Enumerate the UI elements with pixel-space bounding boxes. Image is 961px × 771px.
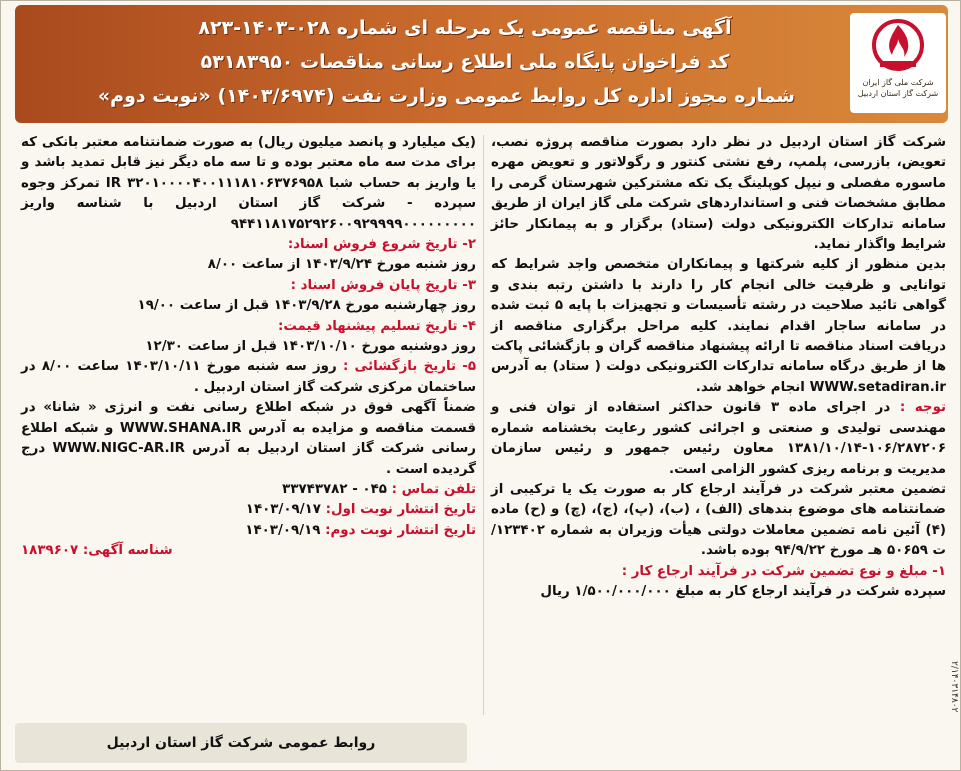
item5-paragraph xyxy=(21,357,476,398)
conditions-paragraph xyxy=(491,255,946,398)
nigc-text: و شبکه اطلاع رسانی شرکت گاز استان اردبیل به آدرس xyxy=(21,420,476,457)
right-column xyxy=(491,133,946,602)
logo-text: شرکت ملی گاز ایران شرکت گاز استان اردبیل xyxy=(857,78,939,98)
note-text: در اجرای ماده ۳ قانون حداکثر استفاده از توان فنی و مهندسی تولیدی و صنعتی و اجرائی کشور رعایت بخشنامه شماره ۱۰۶/۲۸۷۲۰۶-۱۳۸۱/۱۰/۱۴ معاون رئیس جمهور و رئیس سازمان مدیریت و برنامه ریزی کشور الزامی است. xyxy=(491,400,946,477)
intro-text: بصورت مناقصه پروژه نصب، تعویض، بازرسی، پلمپ، رفع نشتی کنتور و رگولاتور و تعویض مهره ماسوره مفصلی و نیپل کوپلینگ یک تکه مشترکین شهرستان گرمی را مطابق مشخصات فنی و استانداردهای شرکت ملی گاز ایران از طریق سامانه تدارکات الکترونیکی دولت (ستاد) برگزار و به پیمانکار حائز شرایط واگذار نماید. xyxy=(491,135,946,253)
item3-label: ۳- تاریخ پایان فروش اسناد : xyxy=(290,277,476,293)
pub1-label: تاریخ انتشار نوبت اول: xyxy=(325,502,476,518)
publication-end: درج گردیده است . xyxy=(21,441,476,477)
publication-paragraph xyxy=(21,398,476,480)
header-call-code: کد فراخوان پایگاه ملی اطلاع رسانی مناقصات ۵۳۱۸۳۹۵۰ xyxy=(200,51,730,73)
item4-label: ۴- تاریخ تسلیم پیشنهاد قیمت: xyxy=(278,318,476,334)
setad-url[interactable]: WWW.setadiran.ir xyxy=(809,379,946,395)
company-logo xyxy=(850,13,946,113)
note-label: توجه : xyxy=(899,400,946,416)
pub1-date: ۱۴۰۳/۰۹/۱۷ xyxy=(245,502,321,518)
item2-text: روز شنبه مورخ ۱۴۰۳/۹/۲۴ از ساعت ۸/۰۰ xyxy=(207,257,476,273)
gas-flame-icon xyxy=(868,17,928,75)
item4-text: روز دوشنبه مورخ ۱۴۰۳/۱۰/۱۰ قبل از ساعت ۱۲/۳۰ xyxy=(145,339,476,355)
note-paragraph xyxy=(491,398,946,480)
side-id: ۲/۱۴۰۳۱۴۸۰۲ xyxy=(949,661,959,713)
shana-url[interactable]: WWW.SHANA.IR xyxy=(119,420,242,436)
conditions-end: انجام خواهد شد. xyxy=(695,379,805,395)
header-permit: شماره مجوز اداره کل روابط عمومی وزارت نفت (۱۴۰۳/۶۹۷۴) «نوبت دوم» xyxy=(97,85,795,107)
ad-id-label: شناسه آگهی: xyxy=(82,543,173,559)
nigc-url[interactable]: WWW.NIGC-AR.IR xyxy=(52,441,185,457)
pub2-label: تاریخ انتشار نوبت دوم: xyxy=(325,522,476,538)
left-column xyxy=(21,133,476,562)
footer-public-relations: روابط عمومی شرکت گاز استان اردبیل xyxy=(15,723,467,763)
ad-id-line xyxy=(21,541,476,561)
item2-label: ۲- تاریخ شروع فروش اسناد: xyxy=(287,237,476,253)
item1-label: ۱- مبلغ و نوع تضمین شرکت در فرآیند ارجاع کار : xyxy=(621,563,946,579)
guarantee-paragraph: تضمین معتبر شرکت در فرآیند ارجاع کار به صورت یک یا ترکیبی از ضمانتنامه های موضوع بندهای (الف) ، (ب)، (پ)، (ج)، (چ) و (ح) ماده (۴) آئین نامه تضمین معاملات دولتی هیأت وزیران به شماره ۱۲۳۴۰۲/ت ۵۰۶۵۹ هـ مورخ ۹۴/۹/۲۲ بوده باشد. xyxy=(491,481,946,559)
conditions-text: بدین منظور از کلیه شرکتها و پیمانکاران متخصص واجد شرایط که توانایی و ظرفیت خالی انجام کار را دارند با داشتن رتبه بندی و گواهی تائید صلاحیت در رشته تأسیسات و تجهیزات با پایه ۵ ثبت شده در سامانه ساجار اقدام نمایند. کلیه مراحل برگزاری مناقصه از دریافت اسناد مناقصه تا ارائه پیشنهاد مناقصه گران و بازگشائی پاکت ها از طریق درگاه سامانه تدارکات الکترونیکی دولت ( ستاد) به آدرس xyxy=(491,257,946,375)
pub1-line xyxy=(21,500,476,520)
item1-continuation: (یک میلیارد و پانصد میلیون ریال) به صورت ضمانتنامه معتبر بانکی که برای مدت سه ماه معتبر بوده و تا سه ماه دیگر نیز قابل تمدید باشد و یا واریز به حساب شبا IR ۳۲۰۱۰۰۰۰۴۰۰۱۱۱۸۱۰۶۳۷۶۹۵۸ تمرکز وجوه سپرده - شرکت گاز استان اردبیل با شناسه واریز ۹۴۴۱۱۸۱۷۵۲۹۲۶۰۰۹۲۹۹۹۹۰۰۰۰۰۰۰۰۰ xyxy=(21,135,476,232)
item3-text: روز چهارشنبه مورخ ۱۴۰۳/۹/۲۸ قبل از ساعت ۱۹/۰۰ xyxy=(137,298,476,314)
phone-number: ۰۴۵ - ۳۳۷۴۳۷۸۲ xyxy=(282,481,387,497)
pub2-line xyxy=(21,521,476,541)
header-lines xyxy=(97,11,795,113)
item5-label: ۵- تاریخ بازگشائی : xyxy=(342,359,477,375)
column-divider xyxy=(483,135,484,715)
phone-line xyxy=(21,480,476,500)
phone-label: تلفن تماس : xyxy=(391,481,476,497)
ad-id: ۱۸۳۹۶۰۷ xyxy=(21,543,79,559)
intro-company: شرکت گاز استان اردبیل در نظر دارد xyxy=(690,135,946,150)
intro-paragraph xyxy=(491,133,946,255)
header-title: آگهی مناقصه عمومی یک مرحله ای شماره ۰۲۸-۱۴۰۳-۸۲۳ xyxy=(198,17,732,39)
pub2-date: ۱۴۰۳/۰۹/۱۹ xyxy=(245,522,321,538)
item1-text: سپرده شرکت در فرآیند ارجاع کار به مبلغ ۱/۵۰۰/۰۰۰/۰۰۰ ریال xyxy=(540,583,946,599)
notice-header xyxy=(15,5,948,123)
shana-text: ضمناً آگهی فوق در شبکه اطلاع رسانی نفت و انرژی « شانا» در قسمت مناقصه و مزایده به آدرس xyxy=(21,400,476,436)
item5-text: روز سه شنبه مورخ ۱۴۰۳/۱۰/۱۱ ساعت ۸/۰۰ در ساختمان مرکزی شرکت گاز استان اردبیل . xyxy=(21,359,476,395)
